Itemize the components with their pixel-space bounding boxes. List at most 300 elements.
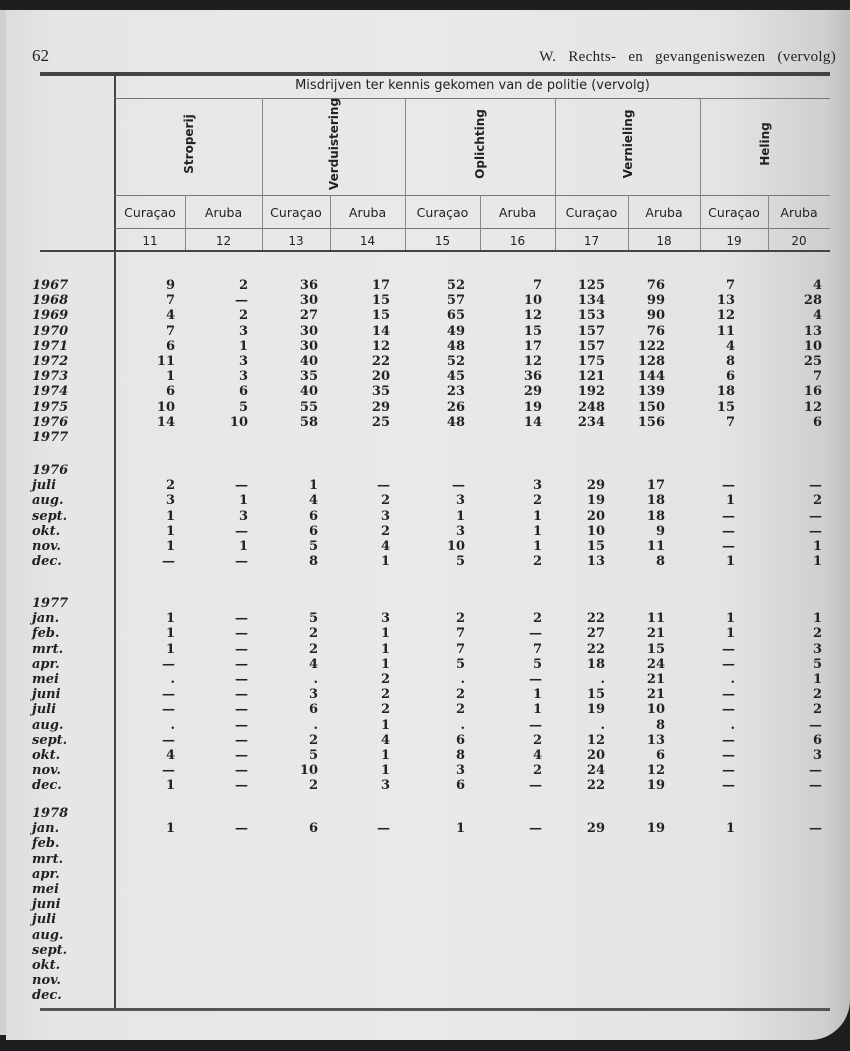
table-cell: 6 <box>238 384 248 400</box>
table-cell: 3 <box>812 748 822 763</box>
category-header: Verduistering <box>326 97 341 191</box>
row-label: nov. <box>32 763 61 779</box>
table-cell: 10 <box>803 338 822 354</box>
table-cell: 1 <box>812 611 822 627</box>
table-cell: 6 <box>308 821 318 837</box>
table-cell: — <box>235 778 248 794</box>
table-cell: . <box>600 717 605 733</box>
table-cell: — <box>162 656 175 672</box>
table-cell: — <box>235 702 248 718</box>
table-cell: 17 <box>523 338 542 354</box>
table-cell: 6 <box>455 732 465 748</box>
section-label: 1976 <box>32 463 69 478</box>
table-cell: — <box>235 611 248 627</box>
table-cell: — <box>162 687 175 703</box>
table-cell: 3 <box>308 687 318 703</box>
table-cell: 7 <box>812 369 822 385</box>
table-cell: 10 <box>446 539 465 554</box>
row-label: sept. <box>32 508 68 524</box>
table-cell: 3 <box>532 478 542 494</box>
table-cell: 2 <box>380 702 390 718</box>
row-label: feb. <box>32 836 60 852</box>
table-cell: 18 <box>716 384 735 400</box>
table-cell: 1 <box>532 687 542 703</box>
table-cell: — <box>809 717 822 733</box>
table-cell: 1 <box>725 626 735 642</box>
table-cell: 1 <box>308 478 318 494</box>
column-number: 15 <box>434 234 451 248</box>
table-cell: — <box>162 554 175 570</box>
table-cell: 21 <box>646 672 665 687</box>
table-cell: 7 <box>532 278 542 293</box>
table-cell: 76 <box>646 323 665 339</box>
table-cell: 25 <box>803 354 822 369</box>
table-cell: — <box>529 778 542 794</box>
table-cell: 6 <box>165 384 175 400</box>
table-cell: 9 <box>165 278 175 293</box>
table-cell: — <box>235 523 248 539</box>
table-cell: 29 <box>371 399 390 415</box>
table-cell: 2 <box>165 478 175 494</box>
table-cell: 1 <box>380 763 390 779</box>
group-divider <box>405 98 406 250</box>
table-cell: 12 <box>523 308 542 324</box>
row-label: sept. <box>32 732 68 748</box>
table-cell: 12 <box>586 732 605 748</box>
table-cell: 19 <box>646 821 665 837</box>
row-label: mei <box>32 882 59 897</box>
table-cell: 28 <box>803 293 822 309</box>
bottom-rule <box>40 1008 830 1011</box>
table-cell: 1 <box>165 821 175 837</box>
table-cell: — <box>529 821 542 837</box>
table-cell: 4 <box>308 493 318 509</box>
table-cell: 1 <box>380 656 390 672</box>
table-cell: 6 <box>308 508 318 524</box>
table-cell: 1 <box>165 611 175 627</box>
subcolumn-header: Aruba <box>498 205 537 220</box>
table-cell: 144 <box>637 369 665 385</box>
table-cell: 2 <box>812 626 822 642</box>
table-cell: 17 <box>646 478 665 494</box>
table-cell: . <box>730 717 735 733</box>
table-cell: 57 <box>446 293 465 309</box>
table-cell: 27 <box>586 626 605 642</box>
table-cell: 2 <box>455 611 465 627</box>
table-cell: 8 <box>308 554 318 570</box>
table-cell: 2 <box>812 687 822 703</box>
table-cell: 11 <box>646 611 665 627</box>
section-label: 1978 <box>32 806 69 821</box>
table-cell: 15 <box>371 293 390 309</box>
table-cell: 1 <box>725 821 735 837</box>
table-cell: 1 <box>725 611 735 627</box>
table-cell: — <box>235 717 248 733</box>
table-cell: 2 <box>238 308 248 324</box>
table-cell: 1 <box>165 508 175 524</box>
table-cell: 5 <box>308 539 318 554</box>
table-cell: 6 <box>455 778 465 794</box>
row-label: 1970 <box>32 323 69 339</box>
row-label: juli <box>32 912 57 928</box>
table-cell: 2 <box>812 493 822 509</box>
table-cell: 8 <box>455 748 465 763</box>
table-cell: 11 <box>646 539 665 554</box>
running-head: W. Rechts- en gevangeniswezen (vervolg) <box>539 49 836 65</box>
header-bottom-rule <box>40 250 830 252</box>
table-cell: — <box>235 626 248 642</box>
table-cell: 6 <box>812 732 822 748</box>
table-cell: 5 <box>455 656 465 672</box>
table-cell: 2 <box>308 778 318 794</box>
table-cell: 20 <box>371 369 390 385</box>
row-label: jan. <box>32 821 60 837</box>
table-cell: 2 <box>308 641 318 657</box>
row-label: apr. <box>32 866 60 882</box>
table-cell: 16 <box>803 384 822 400</box>
table-cell: 3 <box>812 641 822 657</box>
table-cell: — <box>235 478 248 494</box>
row-label: mrt. <box>32 641 64 657</box>
row-label: dec. <box>32 988 62 1004</box>
table-cell: 157 <box>577 338 605 354</box>
table-cell: 1 <box>532 523 542 539</box>
column-number: 12 <box>215 234 232 248</box>
row-label: juli <box>32 702 57 718</box>
table-cell: — <box>529 717 542 733</box>
table-cell: 40 <box>299 384 318 400</box>
table-cell: 7 <box>165 293 175 309</box>
table-cell: 1 <box>532 539 542 554</box>
table-cell: 1 <box>238 493 248 509</box>
table-cell: 1 <box>238 539 248 554</box>
table-cell: 2 <box>380 493 390 509</box>
table-cell: 45 <box>446 369 465 385</box>
table-cell: 76 <box>646 278 665 293</box>
table-cell: 24 <box>586 763 605 779</box>
table-cell: 27 <box>299 308 318 324</box>
table-cell: 6 <box>725 369 735 385</box>
row-label: mei <box>32 672 59 687</box>
table-cell: — <box>809 763 822 779</box>
table-cell: 4 <box>380 732 390 748</box>
header-rule <box>115 228 830 229</box>
table-cell: 1 <box>165 523 175 539</box>
table-cell: 29 <box>586 821 605 837</box>
table-cell: 2 <box>532 763 542 779</box>
table-cell: 18 <box>646 493 665 509</box>
table-cell: 13 <box>803 323 822 339</box>
table-cell: 122 <box>637 338 665 354</box>
table-cell: 52 <box>446 354 465 369</box>
subcolumn-header: Curaçao <box>565 205 618 220</box>
table-cell: — <box>377 821 390 837</box>
table-cell: 1 <box>380 641 390 657</box>
group-divider <box>700 98 701 250</box>
table-cell: 5 <box>308 611 318 627</box>
table-cell: 13 <box>586 554 605 570</box>
table-cell: — <box>529 626 542 642</box>
table-cell: 2 <box>532 732 542 748</box>
table-cell: 1 <box>380 554 390 570</box>
row-label: 1976 <box>32 414 69 430</box>
top-rule <box>40 72 830 76</box>
table-cell: 5 <box>308 748 318 763</box>
row-label: 1972 <box>32 354 69 369</box>
table-cell: 4 <box>165 748 175 763</box>
table-cell: 21 <box>646 626 665 642</box>
row-label: 1974 <box>32 384 69 400</box>
table-cell: 10 <box>586 523 605 539</box>
row-label: apr. <box>32 656 60 672</box>
row-label: jan. <box>32 611 60 627</box>
table-cell: 99 <box>646 293 665 309</box>
row-label: 1968 <box>32 293 69 309</box>
table-cell: 3 <box>455 763 465 779</box>
table-cell: 1 <box>725 554 735 570</box>
table-cell: 29 <box>523 384 542 400</box>
table-cell: 2 <box>380 523 390 539</box>
table-cell: 65 <box>446 308 465 324</box>
row-label: aug. <box>32 717 64 733</box>
table-cell: 19 <box>523 399 542 415</box>
table-cell: 1 <box>455 821 465 837</box>
row-label: 1971 <box>32 338 69 354</box>
table-cell: — <box>809 778 822 794</box>
table-cell: — <box>722 702 735 718</box>
table-cell: 1 <box>238 338 248 354</box>
row-label: sept. <box>32 942 68 958</box>
row-label: 1973 <box>32 369 69 385</box>
table-cell: 13 <box>646 732 665 748</box>
table-cell: 15 <box>371 308 390 324</box>
subcolumn-header: Aruba <box>780 205 818 220</box>
table-cell: 9 <box>655 523 665 539</box>
table-cell: 2 <box>308 626 318 642</box>
table-cell: 7 <box>532 641 542 657</box>
table-cell: — <box>722 748 735 763</box>
table-cell: 7 <box>725 414 735 430</box>
table-cell: 30 <box>299 338 318 354</box>
table-cell: — <box>722 763 735 779</box>
table-cell: 5 <box>455 554 465 570</box>
table-cell: 22 <box>371 354 390 369</box>
table-cell: 15 <box>646 641 665 657</box>
table-cell: 58 <box>299 414 318 430</box>
table-cell: 29 <box>586 478 605 494</box>
table-cell: 6 <box>812 414 822 430</box>
table-cell: 157 <box>577 323 605 339</box>
subcolumn-header: Curaçao <box>124 205 176 220</box>
table-cell: 26 <box>446 399 465 415</box>
table-cell: 14 <box>523 414 542 430</box>
table-cell: 150 <box>637 399 665 415</box>
table-cell: . <box>313 672 318 687</box>
table-cell: 20 <box>586 508 605 524</box>
table-cell: 3 <box>238 354 248 369</box>
table-cell: 8 <box>655 554 665 570</box>
table-cell: 35 <box>371 384 390 400</box>
table-cell: 3 <box>380 611 390 627</box>
table-cell: 2 <box>455 687 465 703</box>
column-number: 13 <box>288 234 304 248</box>
table-cell: 4 <box>308 656 318 672</box>
table-cell: — <box>809 478 822 494</box>
table-cell: . <box>460 717 465 733</box>
table-cell: 3 <box>165 493 175 509</box>
row-label: juni <box>32 687 61 703</box>
table-cell: 121 <box>577 369 605 385</box>
table-cell: — <box>809 523 822 539</box>
table-cell: 153 <box>577 308 605 324</box>
table-cell: 7 <box>455 626 465 642</box>
table-cell: . <box>730 672 735 687</box>
row-label: 1977 <box>32 430 69 445</box>
table-cell: 6 <box>308 702 318 718</box>
column-number: 14 <box>359 234 376 248</box>
row-label: nov. <box>32 539 61 554</box>
group-divider <box>262 98 263 250</box>
table-cell: — <box>235 748 248 763</box>
category-header: Oplichting <box>473 109 487 179</box>
table-cell: 1 <box>380 626 390 642</box>
table-cell: 4 <box>725 338 735 354</box>
table-cell: 24 <box>646 656 665 672</box>
table-cell: 10 <box>646 702 665 718</box>
table-cell: 1 <box>812 554 822 570</box>
table-cell: — <box>722 641 735 657</box>
table-cell: 15 <box>716 399 735 415</box>
table-cell: 4 <box>532 748 542 763</box>
table-cell: 3 <box>238 323 248 339</box>
table-cell: 14 <box>371 323 390 339</box>
table-cell: — <box>529 672 542 687</box>
table-cell: 15 <box>586 539 605 554</box>
row-label: dec. <box>32 554 62 570</box>
table-cell: 1 <box>455 508 465 524</box>
table-cell: — <box>235 821 248 837</box>
table-cell: 90 <box>646 308 665 324</box>
table-cell: 19 <box>646 778 665 794</box>
page-number: 62 <box>32 46 49 65</box>
table-cell: 1 <box>812 672 822 687</box>
table-cell: — <box>162 732 175 748</box>
table-cell: — <box>235 554 248 570</box>
table-cell: — <box>722 656 735 672</box>
table-cell: 3 <box>238 508 248 524</box>
table-cell: 35 <box>299 369 318 385</box>
table-group-title: Misdrijven ter kennis gekomen van de politie (vervolg) <box>295 78 650 93</box>
table-cell: 25 <box>371 414 390 430</box>
table-cell: 134 <box>577 293 605 309</box>
table-cell: 30 <box>299 323 318 339</box>
table-cell: 2 <box>380 672 390 687</box>
table-cell: 19 <box>586 702 605 718</box>
subcolumn-header: Aruba <box>645 205 683 220</box>
table-cell: 1 <box>725 493 735 509</box>
table-cell: — <box>452 478 465 494</box>
table-cell: 2 <box>532 611 542 627</box>
table-cell: — <box>235 672 248 687</box>
row-label: nov. <box>32 973 61 989</box>
table-cell: — <box>235 687 248 703</box>
table-cell: 10 <box>299 763 318 779</box>
table-cell: 3 <box>238 369 248 385</box>
table-cell: 12 <box>716 308 735 324</box>
table-cell: — <box>377 478 390 494</box>
table-cell: 36 <box>523 369 542 385</box>
table-cell: 5 <box>812 656 822 672</box>
table-cell: 1 <box>812 539 822 554</box>
table-cell: — <box>235 293 248 309</box>
table-cell: 18 <box>586 656 605 672</box>
table-cell: . <box>170 672 175 687</box>
table-cell: 49 <box>446 323 465 339</box>
row-label: mrt. <box>32 851 64 867</box>
table-cell: 2 <box>455 702 465 718</box>
subcolumn-header: Curaçao <box>416 205 469 220</box>
table-cell: 12 <box>371 338 390 354</box>
table-cell: 5 <box>532 656 542 672</box>
table-cell: 55 <box>299 399 318 415</box>
table-cell: 15 <box>523 323 542 339</box>
table-cell: 2 <box>380 687 390 703</box>
table-cell: 2 <box>238 278 248 293</box>
table-cell: 52 <box>446 278 465 293</box>
table-cell: 22 <box>586 778 605 794</box>
group-divider <box>555 98 556 250</box>
table-cell: 40 <box>299 354 318 369</box>
column-number: 11 <box>142 234 158 248</box>
table-cell: 48 <box>446 338 465 354</box>
column-number: 19 <box>726 234 742 248</box>
row-label: juni <box>32 897 61 913</box>
table-cell: 192 <box>577 384 605 400</box>
table-cell: 10 <box>229 414 248 430</box>
table-cell: . <box>600 672 605 687</box>
table-cell: 8 <box>655 717 665 733</box>
subcolumn-header: Curaçao <box>270 205 322 220</box>
column-number: 17 <box>583 234 600 248</box>
table-cell: 2 <box>812 702 822 718</box>
table-cell: 14 <box>156 414 175 430</box>
row-label: aug. <box>32 927 64 943</box>
table-cell: — <box>809 508 822 524</box>
table-cell: 22 <box>586 611 605 627</box>
table-cell: 19 <box>586 493 605 509</box>
table-cell: 48 <box>446 414 465 430</box>
table-cell: 22 <box>586 641 605 657</box>
table-cell: 7 <box>455 641 465 657</box>
table-cell: 10 <box>156 399 175 415</box>
table-cell: 4 <box>812 278 822 293</box>
table-cell: 8 <box>725 354 735 369</box>
table-cell: 3 <box>455 523 465 539</box>
table-cell: 5 <box>238 399 248 415</box>
table-cell: — <box>235 732 248 748</box>
table-cell: — <box>722 732 735 748</box>
table-cell: 175 <box>577 354 605 369</box>
table-cell: — <box>235 641 248 657</box>
table-cell: . <box>460 672 465 687</box>
row-label: 1975 <box>32 399 69 415</box>
table-cell: 4 <box>812 308 822 324</box>
table-cell: 1 <box>532 702 542 718</box>
row-label: 1967 <box>32 278 69 293</box>
table-cell: 1 <box>165 369 175 385</box>
table-cell: 156 <box>637 414 665 430</box>
table-cell: 248 <box>577 399 605 415</box>
